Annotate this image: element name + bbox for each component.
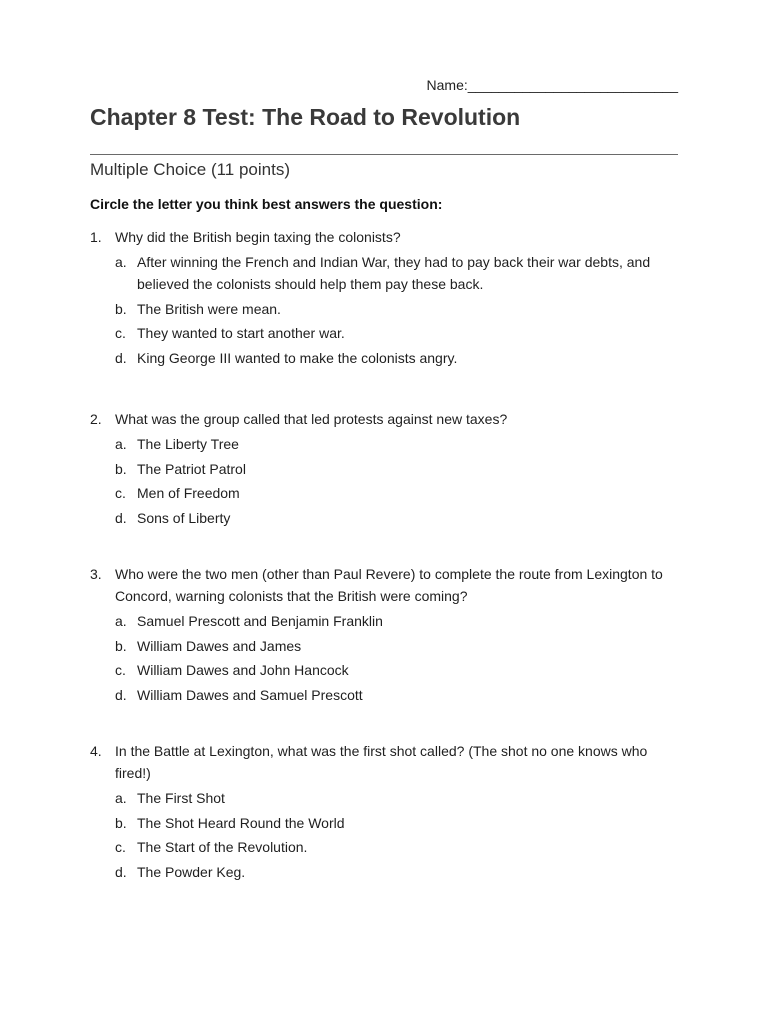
- question-text: What was the group called that led protests against new taxes?: [115, 411, 508, 427]
- choice-letter: c.: [115, 485, 126, 502]
- choice-letter: d.: [115, 687, 127, 704]
- choice-letter: b.: [115, 300, 127, 317]
- choice-text: After winning the French and Indian War, they had to pay back their war debts, and believed the colonists should help them pay these back.: [137, 254, 651, 292]
- choice-letter: d.: [115, 864, 127, 881]
- choice-text: The Start of the Revolution.: [137, 839, 308, 856]
- choice-letter: b.: [115, 460, 127, 477]
- question-number: 2.: [90, 411, 102, 427]
- question-text: Why did the British begin taxing the colonists?: [115, 229, 401, 245]
- section-title: Multiple Choice (11 points): [90, 160, 290, 179]
- answer-choices: [90, 610, 680, 706]
- answer-choice[interactable]: [115, 635, 680, 657]
- choice-text: The Patriot Patrol: [137, 460, 246, 477]
- choice-letter: c.: [115, 839, 126, 856]
- choice-text: The First Shot: [137, 790, 225, 806]
- question-text: Who were the two men (other than Paul Revere) to complete the route from Lexington to Concord, warning colonists that the British were coming?: [115, 566, 663, 604]
- name-field-label: Name:___________________________: [426, 77, 678, 93]
- choice-text: King George III wanted to make the colonists angry.: [137, 350, 458, 367]
- answer-choice[interactable]: [115, 458, 680, 480]
- question-1: [90, 226, 680, 372]
- question-4: [90, 740, 680, 886]
- answer-choice[interactable]: [115, 836, 680, 858]
- choice-text: The Powder Keg.: [137, 864, 246, 881]
- answer-choices: [90, 251, 680, 369]
- answer-choices: [90, 787, 680, 883]
- choice-text: They wanted to start another war.: [137, 325, 345, 342]
- choice-letter: d.: [115, 350, 127, 367]
- answer-choice[interactable]: [115, 433, 680, 455]
- answer-choice[interactable]: [115, 610, 680, 632]
- answer-choice[interactable]: [115, 659, 680, 681]
- answer-choice[interactable]: [115, 684, 680, 706]
- choice-text: Samuel Prescott and Benjamin Franklin: [137, 613, 383, 629]
- choice-letter: d.: [115, 510, 127, 527]
- choice-letter: c.: [115, 662, 126, 679]
- choice-text: Men of Freedom: [137, 485, 240, 502]
- choice-text: William Dawes and Samuel Prescott: [137, 687, 363, 704]
- answer-choice[interactable]: [115, 298, 680, 320]
- choice-letter: b.: [115, 814, 127, 831]
- choice-text: William Dawes and John Hancock: [137, 662, 349, 679]
- answer-choice[interactable]: [115, 251, 680, 295]
- page-title: Chapter 8 Test: The Road to Revolution: [90, 104, 521, 130]
- answer-choices: [90, 433, 680, 529]
- answer-choice[interactable]: [115, 507, 680, 529]
- question-number: 1.: [90, 229, 102, 245]
- choice-text: The British were mean.: [137, 300, 281, 317]
- answer-choice[interactable]: [115, 812, 680, 834]
- choice-letter: a.: [115, 436, 127, 452]
- question-3: [90, 563, 680, 709]
- question-2: [90, 408, 680, 532]
- choice-text: William Dawes and James: [137, 637, 302, 654]
- question-number: 4.: [90, 743, 102, 759]
- title-divider: [90, 154, 678, 155]
- instructions: Circle the letter you think best answers the question:: [90, 196, 443, 212]
- answer-choice[interactable]: [115, 482, 680, 504]
- choice-letter: a.: [115, 254, 127, 270]
- answer-choice[interactable]: [115, 787, 680, 809]
- answer-choice[interactable]: [115, 322, 680, 344]
- choice-text: The Liberty Tree: [137, 436, 239, 452]
- choice-letter: b.: [115, 637, 127, 654]
- answer-choice[interactable]: [115, 347, 680, 369]
- question-text: In the Battle at Lexington, what was the first shot called? (The shot no one knows who fired!): [115, 743, 648, 781]
- choice-text: The Shot Heard Round the World: [137, 814, 345, 831]
- choice-letter: a.: [115, 790, 127, 806]
- choice-letter: c.: [115, 325, 126, 342]
- question-number: 3.: [90, 566, 102, 582]
- answer-choice[interactable]: [115, 861, 680, 883]
- choice-text: Sons of Liberty: [137, 510, 231, 527]
- choice-letter: a.: [115, 613, 127, 629]
